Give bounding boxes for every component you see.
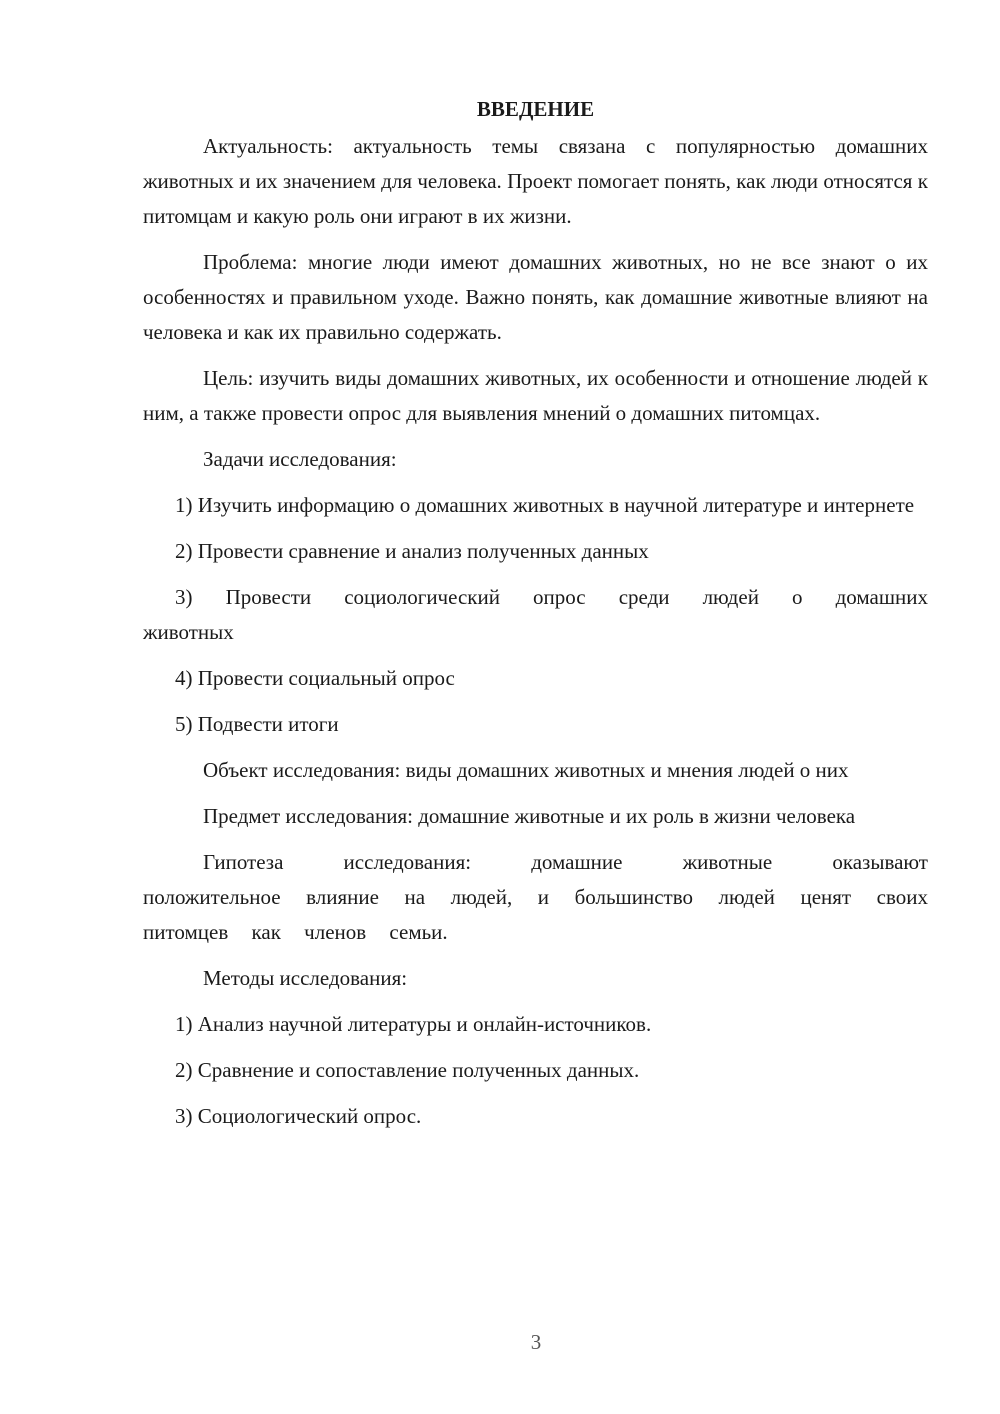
method-item-1: 1) Анализ научной литературы и онлайн-источников. bbox=[175, 1012, 652, 1036]
method-item-3: 3) Социологический опрос. bbox=[175, 1104, 422, 1128]
paragraph-subject: Предмет исследования: домашние животные и их роль в жизни человека bbox=[203, 804, 856, 828]
page-number: 3 bbox=[530, 1330, 542, 1354]
paragraph-problem: Проблема: многие люди имеют домашних животных, но не все знают о их особенностях и правильном уходе. Важно понять, как домашние животные влияют на человека и как их правильно содержать. bbox=[143, 250, 928, 344]
task-item-1: 1) Изучить информацию о домашних животных в научной литературе и интернете bbox=[175, 493, 915, 517]
paragraph-goal: Цель: изучить виды домашних животных, их особенности и отношение людей к ним, а также провести опрос для выявления мнений о домашних питомцах. bbox=[143, 366, 928, 425]
task-item-5: 5) Подвести итоги bbox=[175, 712, 339, 736]
methods-heading: Методы исследования: bbox=[203, 966, 408, 990]
tasks-heading: Задачи исследования: bbox=[203, 447, 397, 471]
document-page bbox=[143, 92, 928, 1145]
paragraph-object: Объект исследования: виды домашних животных и мнения людей о них bbox=[203, 758, 849, 782]
paragraph-hypothesis: Гипотеза исследования: домашние животные оказывают положительное влияние на людей, и большинство людей ценят своих питомцев как членов семьи. bbox=[143, 850, 928, 944]
paragraph-relevance: Актуальность: актуальность темы связана с популярностью домашних животных и их значением для человека. Проект помогает понять, как люди относятся к питомцам и какую роль они играют в их жизни. bbox=[143, 134, 928, 228]
method-item-2: 2) Сравнение и сопоставление полученных данных. bbox=[175, 1058, 640, 1082]
section-title: ВВЕДЕНИЕ bbox=[476, 97, 595, 121]
task-item-2: 2) Провести сравнение и анализ полученных данных bbox=[175, 539, 649, 563]
task-item-4: 4) Провести социальный опрос bbox=[175, 666, 455, 690]
task-item-3: 3) Провести социологический опрос среди людей о домашних животных bbox=[143, 585, 928, 644]
